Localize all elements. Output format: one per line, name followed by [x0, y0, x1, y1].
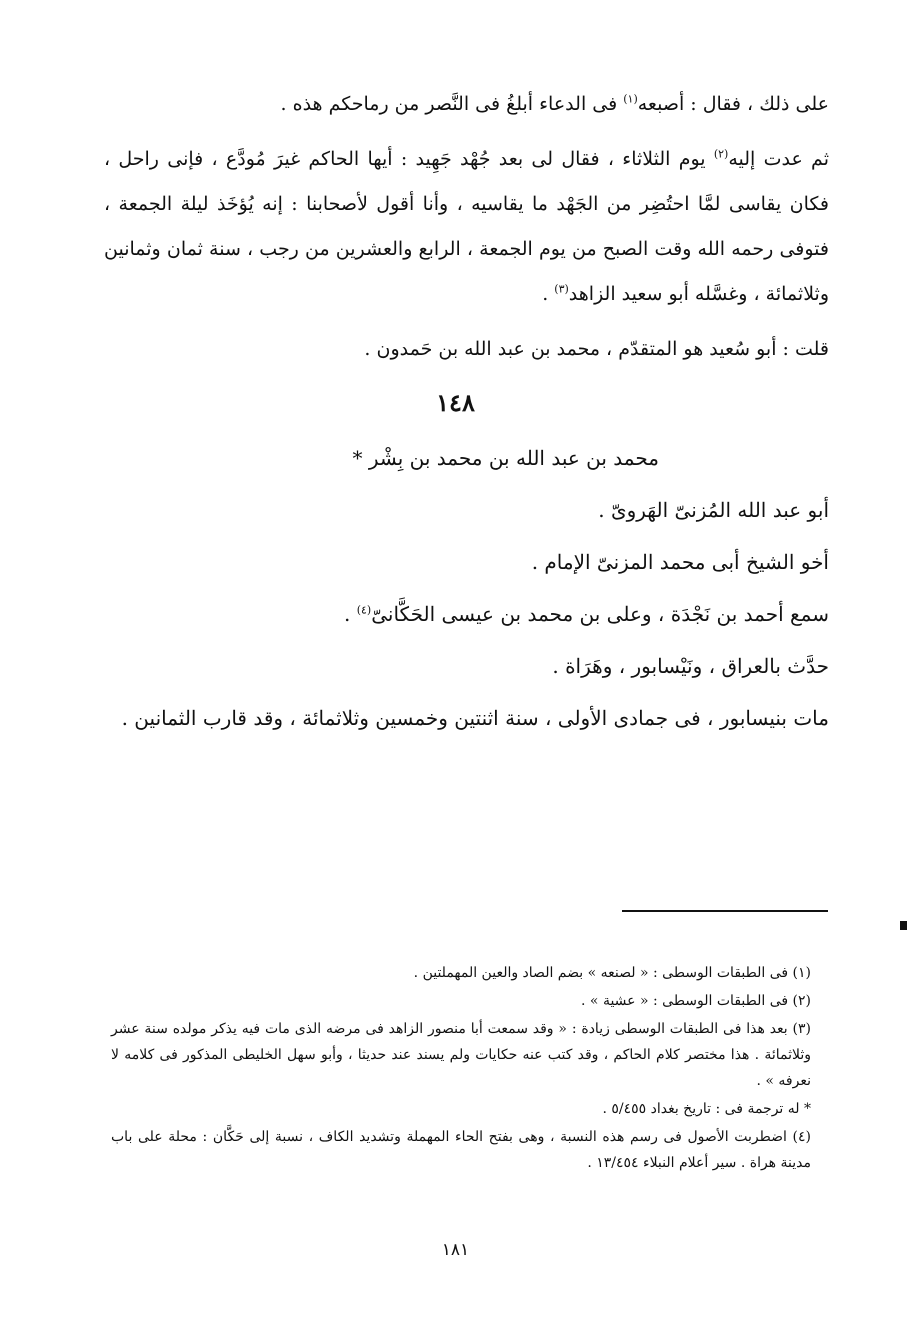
footnote-ref-2[interactable]: (٢) [713, 147, 729, 161]
footnotes [111, 960, 811, 1178]
footnote-4: (٤) اضطربت الأصول فى رسم هذه النسبة ، وهى بفتح الحاء المهملة وتشديد الكاف ، نسبة إلى حَكَّان : محلة على باب مدينة هراة . سير أعلام النبلاء ١٣/٤٥٤ . [111, 1129, 811, 1171]
entry-heard [104, 591, 829, 637]
paragraph-1-rest: فى الدعاء أبلغُ فى النَّصر من رماحكم هذه . [280, 93, 624, 115]
entry-heard-end: . [343, 602, 357, 626]
entry-narrated: حدَّث بالعراق ، ونَيْسابور ، وهَرَاة . [552, 654, 829, 678]
footnote-1: (١) فى الطبقات الوسطى : « لصنعه » بضم الصاد والعين المهملتين . [413, 965, 811, 981]
paragraph-2 [104, 137, 829, 317]
paragraph-1 [104, 82, 829, 127]
paragraph-1-text: على ذلك ، فقال : أصبعه [637, 93, 829, 115]
footnote-3: (٣) بعد هذا فى الطبقات الوسطى زيادة : « وقد سمعت أبا منصور الزاهد فى مرضه الذى مات فيه يذكر مولده سنة عشر وثلاثمائة . هذا مختصر كلام الحاكم ، وقد كتب عنه حكايات ولم يسند عند حديثا ، وأبو سهل الخليطى المذكور فى كلامه لا نعرفه » . [111, 1021, 811, 1089]
footnote-ref-1[interactable]: (١) [623, 92, 638, 106]
footnote-ref-4[interactable]: (٤) [356, 603, 372, 617]
footnote-2: (٢) فى الطبقات الوسطى : « عشية » . [581, 993, 811, 1009]
entry-died: مات بنيسابور ، فى جمادى الأولى ، سنة اثنتين وخمسين وثلاثمائة ، وقد قارب الثمانين . [121, 706, 829, 730]
entry-name: محمد بن عبد الله بن محمد بن بِشْر * [352, 446, 659, 470]
paragraph-2-rest: يوم الثلاثاء ، فقال لى بعد جُهْد جَهِيد : أيها الحاكم غيرَ مُودَّع ، فإنى راحل ، فكان يقاسى لمَّا احتُضِر من الجَهْد ما يقاسيه ، وأنا أقول لأصحابنا : إنه يُؤخَذ ليلة الجمعة ، فتوفى رحمه الله وقت الصبح من يوم الجمعة ، الرابع والعشرين من رجب ، سنة ثمان وثمانين وثلاثمائة ، وغسَّله أبو سعيد الزاهد [104, 148, 829, 305]
paragraph-2-text: ثم عدت إليه [728, 148, 829, 170]
page-number: ١٨١ [441, 1240, 470, 1260]
biography-entry [104, 435, 829, 747]
entry-brother: أخو الشيخ أبى محمد المزنىّ الإمام . [531, 550, 829, 574]
main-text [104, 82, 829, 382]
entry-number: ١٤٨ [436, 388, 475, 417]
footnote-ref-3[interactable]: (٣) [554, 282, 569, 296]
footnote-separator [622, 910, 828, 912]
margin-mark [900, 921, 907, 930]
paragraph-2-end: . [542, 283, 555, 305]
paragraph-3: قلت : أبو سُعيد هو المتقدّم ، محمد بن عبد الله بن حَمدون . [364, 338, 829, 360]
footnote-star: * له ترجمة فى : تاريخ بغداد ٥/٤٥٥ . [602, 1101, 811, 1117]
entry-heard-text: سمع أحمد بن نَجْدَة ، وعلى بن محمد بن عيسى الحَكَّانىّ [371, 602, 829, 626]
entry-kunya: أبو عبد الله المُزنىّ الهَروىّ . [598, 498, 829, 522]
